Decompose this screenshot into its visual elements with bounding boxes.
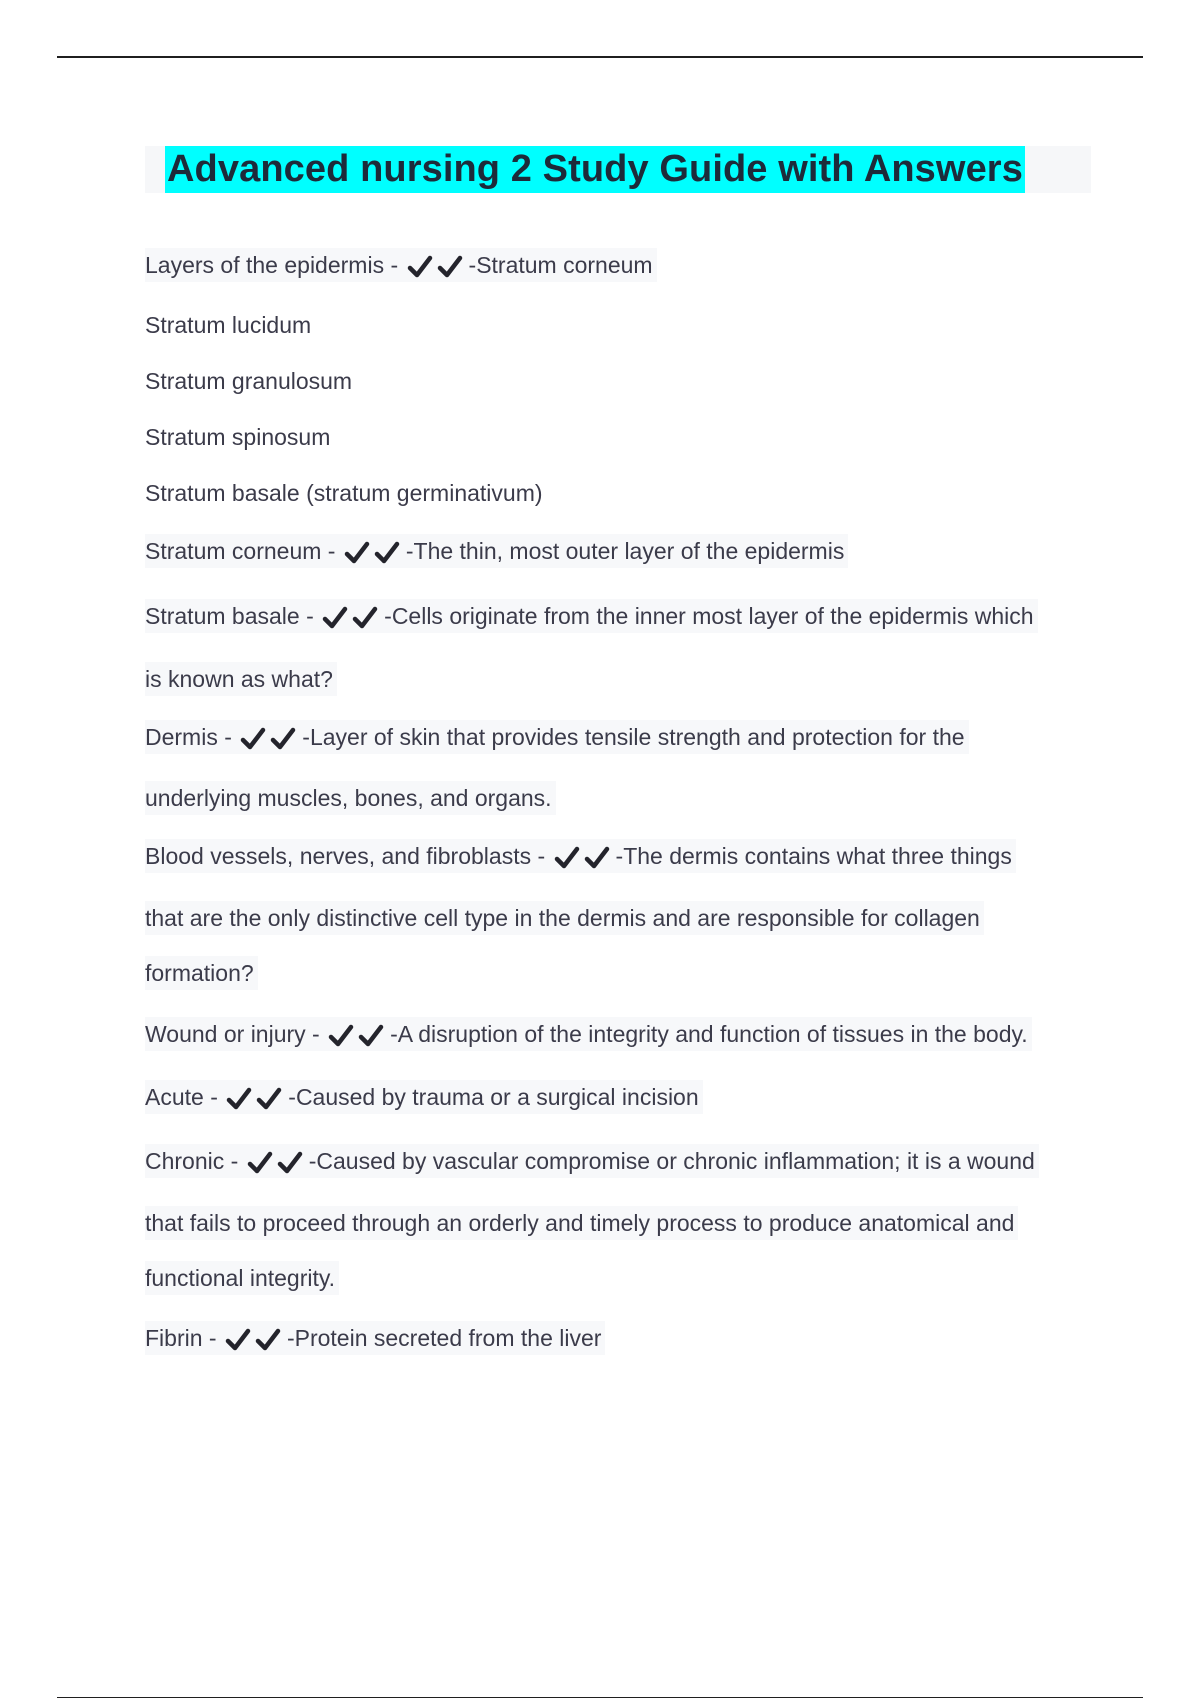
continuation-text: is known as what? <box>145 666 333 692</box>
check-mark-icon <box>407 248 467 282</box>
continuation-text: Stratum spinosum <box>145 424 331 450</box>
check-mark-icon <box>247 1144 307 1178</box>
qa-line <box>145 1321 605 1355</box>
list-item <box>145 662 337 696</box>
list-item <box>145 1206 1018 1240</box>
continuation-text: underlying muscles, bones, and organs. <box>145 785 552 811</box>
term: Layers of the epidermis <box>145 252 385 278</box>
term: Stratum basale <box>145 603 300 629</box>
qa-line <box>145 534 848 568</box>
check-mark-icon <box>328 1017 388 1051</box>
separator: - <box>203 1084 225 1110</box>
check-mark-icon <box>322 599 382 633</box>
continuation-text: functional integrity. <box>145 1265 336 1291</box>
answer: -Stratum corneum <box>468 252 653 278</box>
continuation-text: Stratum basale (stratum germinativum) <box>145 480 543 506</box>
check-mark-icon <box>554 839 614 873</box>
qa-line <box>145 720 969 754</box>
answer: -Layer of skin that provides tensile strength and protection for the <box>302 724 965 750</box>
term: Stratum corneum <box>145 538 322 564</box>
term: Dermis <box>145 724 218 750</box>
answer: -A disruption of the integrity and function of tissues in the body. <box>390 1021 1028 1047</box>
continuation-text: formation? <box>145 960 254 986</box>
term: Fibrin <box>145 1325 203 1351</box>
list-item <box>145 901 984 935</box>
qa-line <box>145 248 657 282</box>
check-mark-icon <box>240 720 300 754</box>
qa-line <box>145 1144 1039 1178</box>
page-title: Advanced nursing 2 Study Guide with Answers <box>165 146 1025 193</box>
answer: -The thin, most outer layer of the epidermis <box>405 538 845 564</box>
answer: -Caused by vascular compromise or chronic inflammation; it is a wound <box>308 1148 1035 1174</box>
list-item <box>145 1261 339 1295</box>
qa-line <box>145 599 1038 633</box>
list-item <box>145 956 258 990</box>
answer: -Caused by trauma or a surgical incision <box>288 1084 699 1110</box>
separator: - <box>299 603 321 629</box>
term: Blood vessels, nerves, and fibroblasts <box>145 843 532 869</box>
check-mark-icon <box>226 1080 286 1114</box>
continuation-text: that are the only distinctive cell type in the dermis and are responsible for collagen <box>145 905 980 931</box>
qa-line <box>145 1080 703 1114</box>
separator: - <box>531 843 552 869</box>
separator: - <box>321 538 342 564</box>
separator: - <box>384 252 405 278</box>
check-mark-icon <box>344 534 404 568</box>
separator: - <box>224 1148 245 1174</box>
list-item <box>145 308 315 342</box>
separator: - <box>305 1021 327 1047</box>
answer: -Protein secreted from the liver <box>286 1325 602 1351</box>
continuation-text: Stratum granulosum <box>145 368 353 394</box>
term: Acute <box>145 1084 204 1110</box>
term: Wound or injury <box>145 1021 306 1047</box>
list-item <box>145 781 556 815</box>
list-item <box>145 420 334 454</box>
top-rule <box>57 56 1143 58</box>
list-item <box>145 364 356 398</box>
qa-line <box>145 839 1016 873</box>
list-item <box>145 476 547 510</box>
separator: - <box>217 724 239 750</box>
continuation-text: Stratum lucidum <box>145 312 312 338</box>
qa-line <box>145 1017 1032 1051</box>
separator: - <box>202 1325 223 1351</box>
bottom-rule <box>57 1697 1143 1698</box>
answer: -Cells originate from the inner most layer of the epidermis which <box>384 603 1034 629</box>
term: Chronic <box>145 1148 225 1174</box>
continuation-text: that fails to proceed through an orderly and timely process to produce anatomical and <box>145 1210 1015 1236</box>
answer: -The dermis contains what three things <box>615 843 1012 869</box>
check-mark-icon <box>225 1321 285 1355</box>
